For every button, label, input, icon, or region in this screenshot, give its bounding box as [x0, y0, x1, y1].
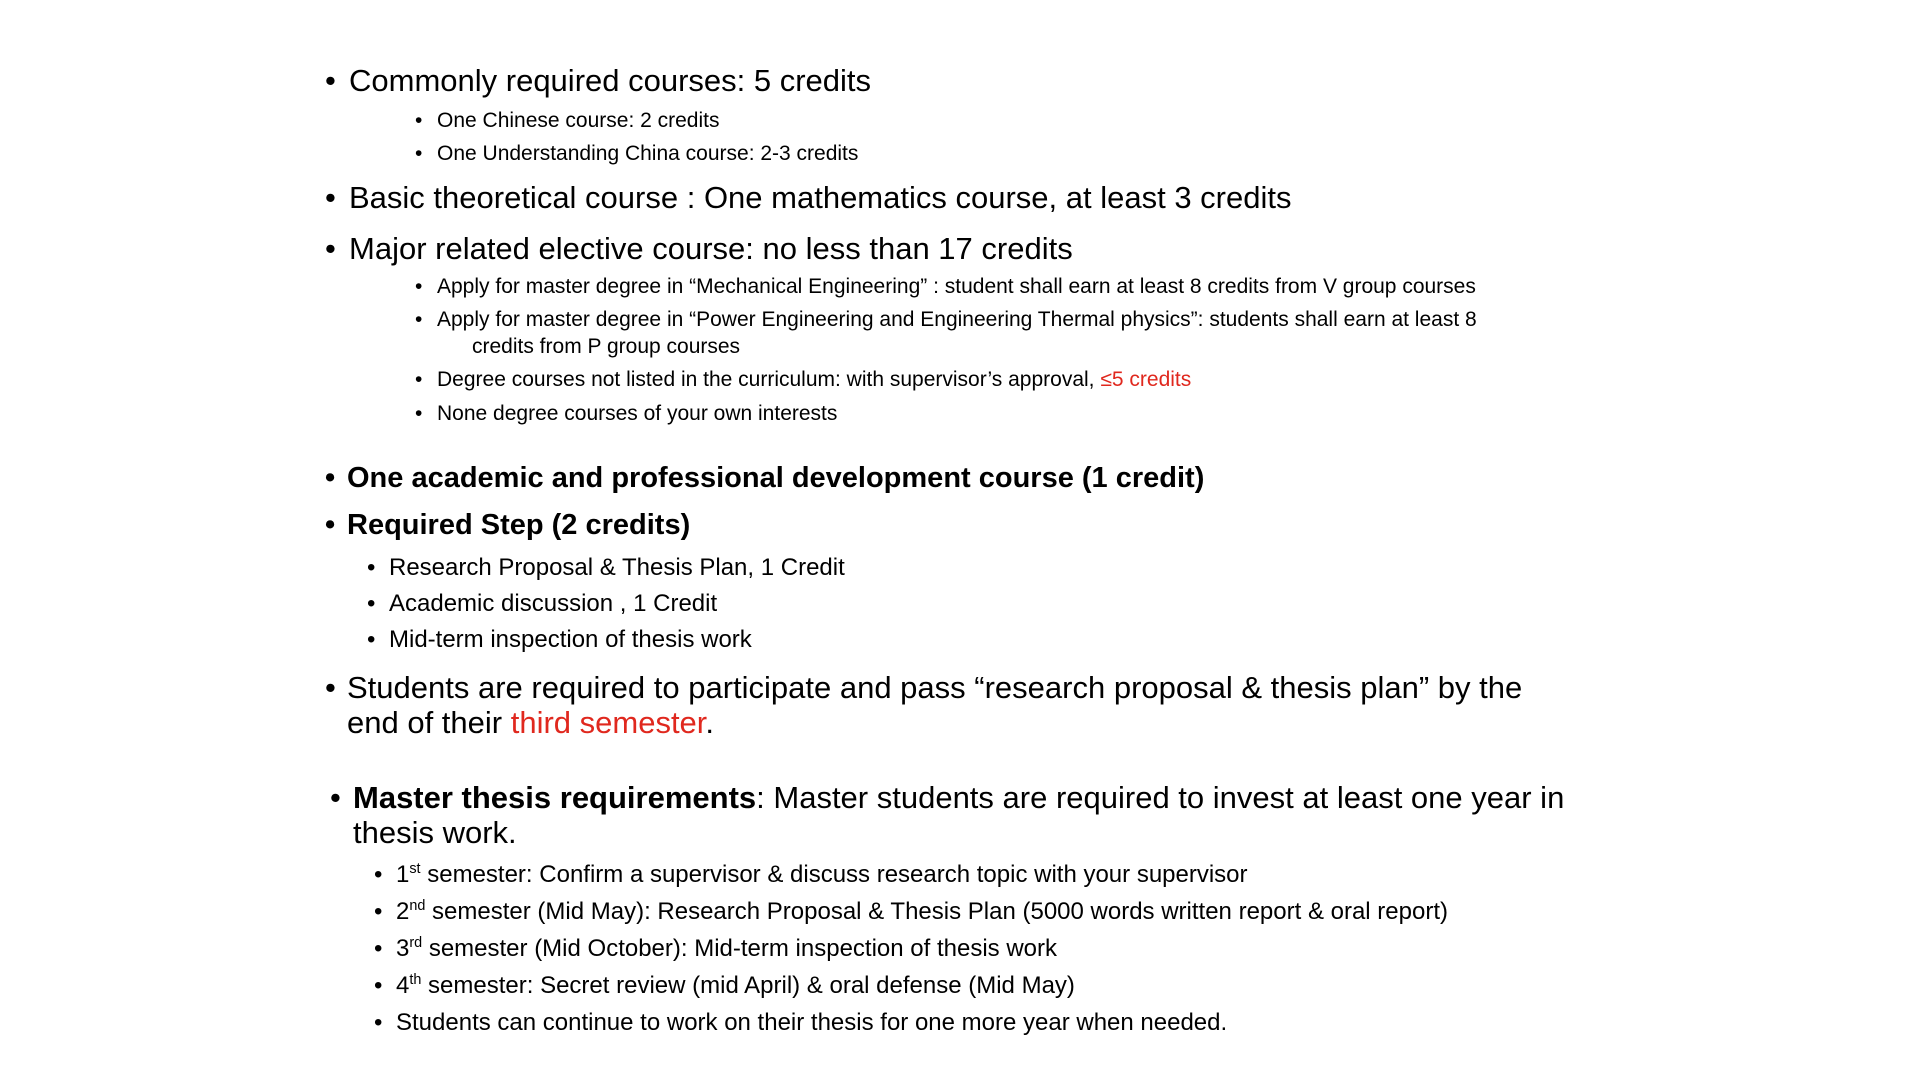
participation-text-line1: Students are required to participate and pass “research proposal & thesis plan” by the	[347, 670, 1523, 705]
bullet-icon: •	[325, 231, 336, 266]
thesis-heading-rest: : Master students are required to invest at least one year in	[756, 780, 1565, 815]
bullet-icon: •	[374, 861, 383, 888]
participation-suffix: .	[705, 705, 715, 740]
semester-number: 1	[396, 861, 410, 888]
none-degree-item: None degree courses of your own interests	[437, 402, 838, 425]
bullet-icon: •	[415, 402, 423, 425]
participation-prefix: end of their	[347, 705, 511, 740]
bullet-icon: •	[325, 509, 336, 541]
bullet-icon: •	[325, 180, 336, 215]
ordinal-suffix: th	[409, 972, 422, 988]
bullet-icon: •	[374, 898, 383, 925]
semester-text: semester: Confirm a supervisor & discuss research topic with your supervisor	[420, 861, 1248, 888]
bullet-icon: •	[374, 1009, 383, 1036]
bullet-icon: •	[367, 626, 376, 653]
semester-1-item	[396, 861, 1248, 889]
semester-number: 2	[396, 898, 410, 925]
semester-text: semester: Secret review (mid April) & oral defense (Mid May)	[421, 972, 1075, 999]
mechanical-engineering-item: Apply for master degree in “Mechanical Engineering” : student shall earn at least 8 credits from V group courses	[437, 275, 1476, 298]
bullet-icon: •	[330, 780, 341, 815]
bullet-icon: •	[374, 972, 383, 999]
credit-limit-highlight: ≤5 credits	[1100, 368, 1192, 391]
ordinal-suffix: st	[409, 861, 421, 877]
academic-discussion-item: Academic discussion , 1 Credit	[389, 590, 718, 617]
third-semester-highlight: third semester	[510, 705, 706, 740]
degree-courses-item	[437, 368, 1191, 392]
semester-number: 3	[396, 935, 410, 962]
ordinal-suffix: rd	[409, 935, 423, 951]
chinese-course-item: One Chinese course: 2 credits	[437, 109, 720, 132]
semester-4-item	[396, 972, 1075, 1000]
elective-heading: Major related elective course: no less than 17 credits	[349, 231, 1073, 266]
semester-2-item	[396, 898, 1448, 926]
bullet-icon: •	[415, 109, 423, 132]
power-engineering-item: Apply for master degree in “Power Engineering and Engineering Thermal physics”: students shall earn at least 8	[437, 308, 1477, 331]
semester-number: 4	[396, 972, 410, 999]
power-engineering-item-continued: credits from P group courses	[472, 335, 741, 358]
basic-theoretical-heading: Basic theoretical course : One mathematics course, at least 3 credits	[349, 180, 1292, 215]
bullet-icon: •	[415, 142, 423, 165]
participation-text-line2	[347, 705, 714, 741]
bullet-icon: •	[367, 590, 376, 617]
ordinal-suffix: nd	[409, 898, 426, 914]
thesis-heading	[353, 780, 1564, 816]
thesis-heading-bold: Master thesis requirements	[353, 780, 757, 815]
bullet-icon: •	[415, 275, 423, 298]
mid-term-inspection-item: Mid-term inspection of thesis work	[389, 626, 752, 653]
academic-course-heading: One academic and professional development course (1 credit)	[347, 462, 1205, 494]
bullet-icon: •	[415, 308, 423, 331]
semester-3-item	[396, 935, 1057, 963]
bullet-icon: •	[325, 670, 336, 705]
bullet-icon: •	[374, 935, 383, 962]
bullet-icon: •	[415, 368, 423, 391]
continue-thesis-item: Students can continue to work on their thesis for one more year when needed.	[396, 1009, 1228, 1036]
bullet-icon: •	[325, 63, 336, 98]
common-courses-heading: Commonly required courses: 5 credits	[349, 63, 872, 98]
research-proposal-item: Research Proposal & Thesis Plan, 1 Credit	[389, 554, 845, 581]
semester-text: semester (Mid October): Mid-term inspection of thesis work	[422, 935, 1058, 962]
required-step-heading: Required Step (2 credits)	[347, 509, 691, 541]
semester-text: semester (Mid May): Research Proposal & Thesis Plan (5000 words written report & oral report)	[425, 898, 1448, 925]
understanding-china-item: One Understanding China course: 2-3 credits	[437, 142, 859, 165]
thesis-heading-line2: thesis work.	[353, 815, 517, 850]
bullet-icon: •	[367, 554, 376, 581]
degree-courses-text: Degree courses not listed in the curriculum: with supervisor’s approval,	[437, 368, 1101, 391]
bullet-icon: •	[325, 462, 336, 494]
